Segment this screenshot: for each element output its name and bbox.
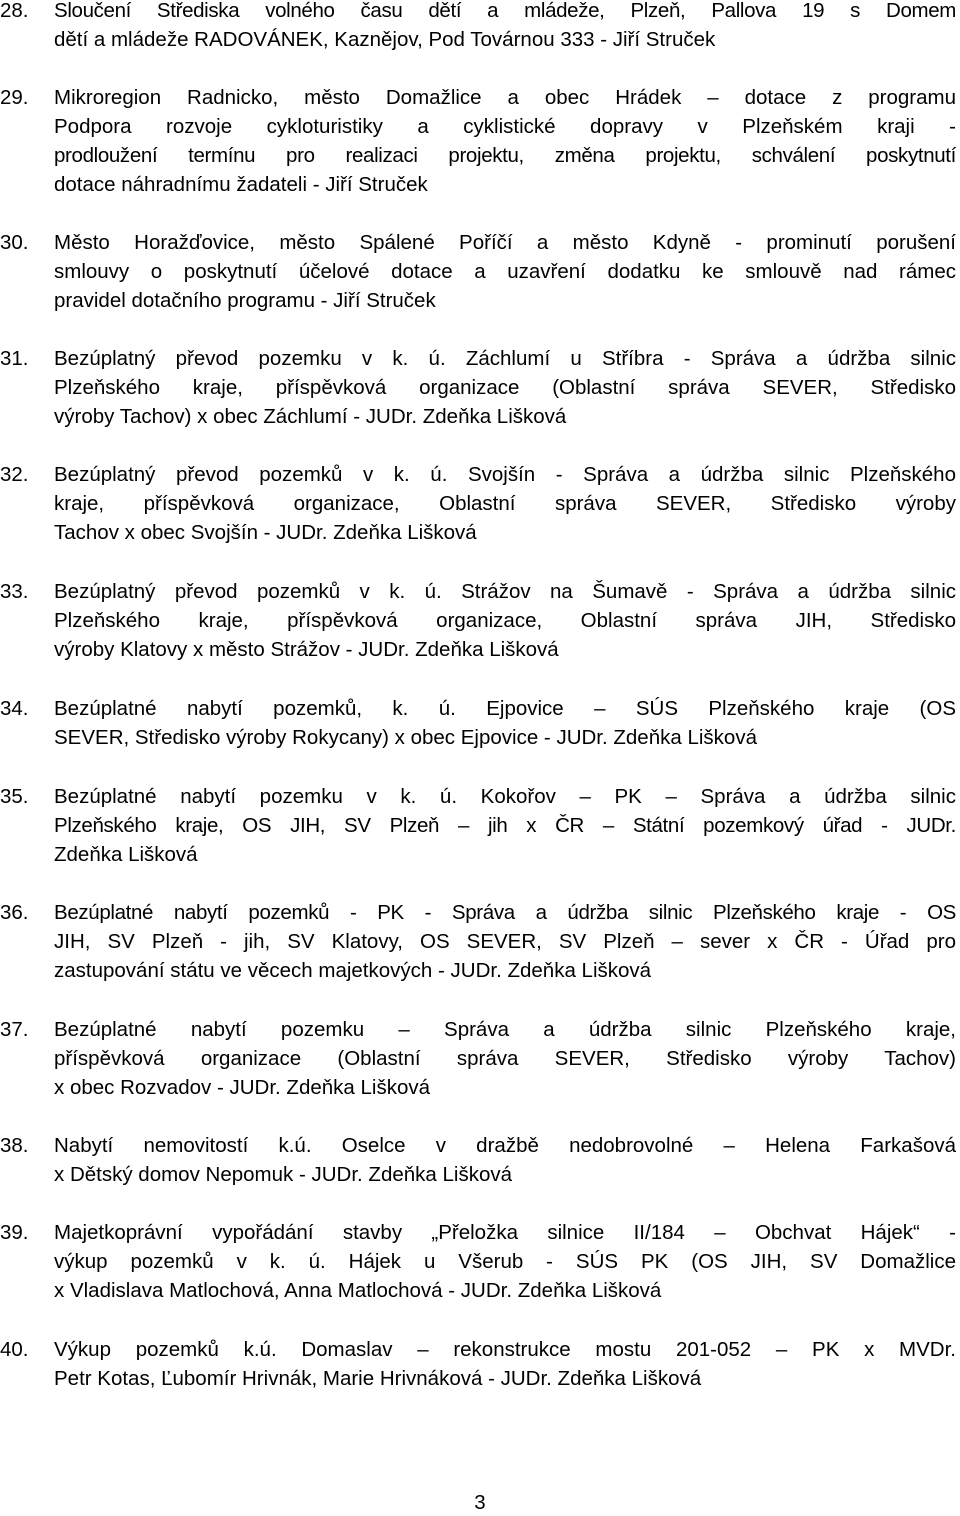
item-text-line: Město Horažďovice, město Spálené Poříčí a město Kdyně - prominutí porušení <box>54 231 956 254</box>
item-text-line: zastupování státu ve věcech majetkových - JUDr. Zdeňka Lišková <box>54 959 652 982</box>
item-text-line: Bezúplatný převod pozemků v k. ú. Svojšín - Správa a údržba silnic Plzeňského <box>54 463 956 486</box>
item-number: 30. <box>0 231 29 254</box>
item-text-line: Bezúplatné nabytí pozemků, k. ú. Ejpovice – SÚS Plzeňského kraje (OS <box>54 697 956 720</box>
item-text-line: Plzeňského kraje, příspěvková organizace, Oblastní správa JIH, Středisko <box>54 609 956 632</box>
item-number: 32. <box>0 463 29 486</box>
item-text-line: dotace náhradnímu žadateli - Jiří Struček <box>54 173 428 196</box>
item-text-line: SEVER, Středisko výroby Rokycany) x obec Ejpovice - JUDr. Zdeňka Lišková <box>54 726 757 749</box>
item-text-line: x Dětský domov Nepomuk - JUDr. Zdeňka Lišková <box>54 1163 512 1186</box>
item-number: 29. <box>0 86 29 109</box>
item-text-line: Bezúplatné nabytí pozemku v k. ú. Kokořov – PK – Správa a údržba silnic <box>54 785 956 808</box>
item-number: 33. <box>0 580 29 603</box>
item-text-line: Plzeňského kraje, příspěvková organizace (Oblastní správa SEVER, Středisko <box>54 376 956 399</box>
item-text-line: příspěvková organizace (Oblastní správa SEVER, Středisko výroby Tachov) <box>54 1047 956 1070</box>
item-text-line: Podpora rozvoje cykloturistiky a cyklistické dopravy v Plzeňském kraji - <box>54 115 956 138</box>
item-text-line: Sloučení Střediska volného času dětí a mládeže, Plzeň, Pallova 19 s Domem <box>54 0 956 22</box>
item-number: 37. <box>0 1018 29 1041</box>
item-text-line: Výkup pozemků k.ú. Domaslav – rekonstrukce mostu 201-052 – PK x MVDr. <box>54 1338 956 1361</box>
item-text-line: výroby Klatovy x město Strážov - JUDr. Zdeňka Lišková <box>54 638 559 661</box>
item-text-line: dětí a mládeže RADOVÁNEK, Kaznějov, Pod Továrnou 333 - Jiří Struček <box>54 28 716 51</box>
item-text-line: pravidel dotačního programu - Jiří Struček <box>54 289 436 312</box>
item-number: 40. <box>0 1338 29 1361</box>
item-number: 39. <box>0 1221 29 1244</box>
page-number: 3 <box>474 1491 486 1514</box>
item-text-line: výroby Tachov) x obec Záchlumí - JUDr. Zdeňka Lišková <box>54 405 567 428</box>
item-text-line: Bezúplatný převod pozemku v k. ú. Záchlumí u Stříbra - Správa a údržba silnic <box>54 347 956 370</box>
item-number: 35. <box>0 785 29 808</box>
item-text-line: Zdeňka Lišková <box>54 843 198 866</box>
item-text-line: Nabytí nemovitostí k.ú. Oselce v dražbě nedobrovolné – Helena Farkašová <box>54 1134 956 1157</box>
item-text-line: Tachov x obec Svojšín - JUDr. Zdeňka Lišková <box>54 521 477 544</box>
item-text-line: Bezúplatné nabytí pozemků - PK - Správa a údržba silnic Plzeňského kraje - OS <box>54 901 956 924</box>
item-text-line: Petr Kotas, Ľubomír Hrivnák, Marie Hrivnáková - JUDr. Zdeňka Lišková <box>54 1367 702 1390</box>
item-text-line: x Vladislava Matlochová, Anna Matlochová - JUDr. Zdeňka Lišková <box>54 1279 662 1302</box>
item-number: 36. <box>0 901 29 924</box>
item-number: 28. <box>0 0 29 22</box>
item-text-line: Bezúplatný převod pozemků v k. ú. Strážov na Šumavě - Správa a údržba silnic <box>54 580 956 603</box>
item-text-line: Bezúplatné nabytí pozemku – Správa a údržba silnic Plzeňského kraje, <box>54 1018 956 1041</box>
item-number: 34. <box>0 697 29 720</box>
item-text-line: kraje, příspěvková organizace, Oblastní správa SEVER, Středisko výroby <box>54 492 956 515</box>
item-text-line: Majetkoprávní vypořádání stavby „Přeložka silnice II/184 – Obchvat Hájek“ - <box>54 1221 956 1244</box>
item-text-line: výkup pozemků v k. ú. Hájek u Všerub - SÚS PK (OS JIH, SV Domažlice <box>54 1250 956 1273</box>
item-text-line: Plzeňského kraje, OS JIH, SV Plzeň – jih x ČR – Státní pozemkový úřad - JUDr. <box>54 814 956 837</box>
item-text-line: JIH, SV Plzeň - jih, SV Klatovy, OS SEVER, SV Plzeň – sever x ČR - Úřad pro <box>54 930 956 953</box>
item-text-line: prodloužení termínu pro realizaci projektu, změna projektu, schválení poskytnutí <box>54 144 956 167</box>
item-number: 38. <box>0 1134 29 1157</box>
item-text-line: smlouvy o poskytnutí účelové dotace a uzavření dodatku ke smlouvě nad rámec <box>54 260 956 283</box>
item-text-line: Mikroregion Radnicko, město Domažlice a obec Hrádek – dotace z programu <box>54 86 956 109</box>
item-text-line: x obec Rozvadov - JUDr. Zdeňka Lišková <box>54 1076 430 1099</box>
item-number: 31. <box>0 347 29 370</box>
